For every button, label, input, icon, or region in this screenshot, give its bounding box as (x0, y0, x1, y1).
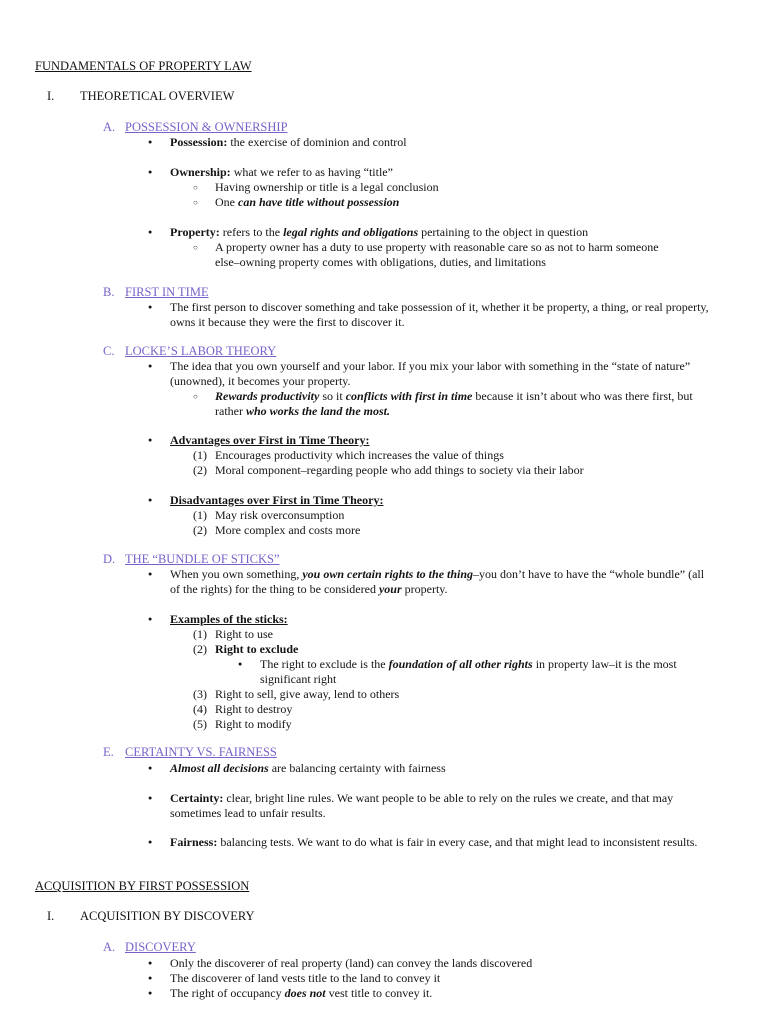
text: pertaining to the object in question (418, 225, 589, 239)
item-text: May risk overconsumption (215, 508, 345, 522)
emphasis: Almost all decisions (170, 761, 269, 775)
text: because it isn’t about who was there first, but (472, 389, 693, 403)
item-number: (3) (193, 687, 207, 701)
item-number: (5) (193, 717, 207, 731)
roman-numeral: I. (47, 909, 55, 923)
numbered-item (193, 702, 292, 717)
bullet-icon (148, 986, 170, 1003)
subsection-title: POSSESSION & OWNERSHIP (125, 120, 288, 134)
text: The idea that you own yourself and your labor. If you mix your labor with something in the “state of nature” (170, 359, 691, 373)
text: Having ownership or title is a legal conclusion (215, 180, 439, 194)
circle-bullet-icon (193, 240, 215, 256)
subsection-letter: E. (103, 745, 114, 759)
subsection-title: CERTAINTY VS. FAIRNESS (125, 745, 277, 759)
numbered-item (193, 642, 298, 657)
bullet-fairness (148, 835, 697, 852)
emphasis: can have title without possession (238, 195, 400, 209)
numbered-item (193, 523, 360, 538)
text: The right to exclude is the (260, 657, 389, 671)
item-text: Right to exclude (215, 642, 299, 656)
bullet-discovery-3 (148, 986, 432, 1003)
bullet-continuation: (unowned), it becomes your property. (170, 374, 351, 388)
bullet-continuation (170, 582, 448, 597)
term: Certainty: (170, 791, 224, 805)
bullet-icon (148, 433, 170, 450)
page-title: FUNDAMENTALS OF PROPERTY LAW (35, 59, 252, 73)
list-heading: Disadvantages over First in Time Theory: (170, 493, 384, 507)
item-text: Right to sell, give away, lend to others (215, 687, 400, 701)
subsection-heading-bundle (103, 552, 280, 567)
item-number: (2) (193, 523, 207, 537)
text: The discoverer of land vests title to the land to convey it (170, 971, 441, 985)
text: so it (319, 389, 346, 403)
subsection-letter: A. (103, 120, 116, 134)
subsection-title: THE “BUNDLE OF STICKS” (125, 552, 280, 566)
text: The first person to discover something and take possession of it, whether it be property, a thing, or real property, (170, 300, 709, 314)
text: refers to the (219, 225, 284, 239)
subsection-title: LOCKE’S LABOR THEORY (125, 344, 277, 358)
roman-numeral: I. (47, 89, 55, 103)
item-number: (1) (193, 448, 207, 462)
emphasis: who works the land the most. (245, 404, 391, 418)
emphasis: legal rights and obligations (283, 225, 419, 239)
emphasis: foundation of all other rights (388, 657, 533, 671)
emphasis: conflicts with first in time (345, 389, 473, 403)
bullet-icon (148, 612, 170, 629)
section-title: ACQUISITION BY DISCOVERY (80, 909, 255, 923)
list-heading: Advantages over First in Time Theory: (170, 433, 370, 447)
sub-bullet (193, 180, 439, 196)
item-number: (2) (193, 642, 207, 656)
bullet-icon (148, 359, 170, 376)
text: property. (401, 582, 448, 596)
subsection-title: FIRST IN TIME (125, 285, 209, 299)
text: vest title to convey it. (325, 986, 433, 1000)
bullet-continuation: sometimes lead to unfair results. (170, 806, 326, 820)
bullet-icon (148, 835, 170, 852)
subsection-title: DISCOVERY (125, 940, 196, 954)
bullet-almost-all (148, 761, 446, 778)
text: are balancing certainty with fairness (268, 761, 446, 775)
item-text: Moral component–regarding people who add things to society via their labor (215, 463, 584, 477)
section-heading-theoretical (47, 89, 235, 104)
sub-bullet-continuation: else–owning property comes with obligations, duties, and limitations (215, 255, 546, 269)
circle-bullet-icon (193, 195, 215, 211)
emphasis: does not (284, 986, 326, 1000)
item-text: Encourages productivity which increases the value of things (215, 448, 504, 462)
bullet-icon (148, 791, 170, 808)
item-text: More complex and costs more (215, 523, 361, 537)
chapter-heading: ACQUISITION BY FIRST POSSESSION (35, 879, 250, 893)
subsection-letter: A. (103, 940, 116, 954)
bullet-icon (148, 135, 170, 152)
bullet-possession (148, 135, 407, 152)
term: Ownership: (170, 165, 231, 179)
bullet-continuation: owns it because they were the first to discover it. (170, 315, 405, 329)
bullet-icon (148, 300, 170, 317)
item-number: (1) (193, 508, 207, 522)
sub-bullet (193, 240, 659, 256)
circle-bullet-icon (193, 389, 215, 405)
numbered-item (193, 463, 584, 478)
text: rather (215, 404, 246, 418)
item-text: Right to destroy (215, 702, 293, 716)
numbered-item (193, 508, 344, 523)
bullet-icon (238, 657, 260, 674)
subsection-heading-discovery (103, 940, 196, 955)
subsection-heading-certainty (103, 745, 277, 760)
circle-bullet-icon (193, 180, 215, 196)
definition: clear, bright line rules. We want people to be able to rely on the rules we create, and that may (223, 791, 674, 805)
subsection-heading-locke (103, 344, 277, 359)
item-number: (4) (193, 702, 207, 716)
text: Only the discoverer of real property (land) can convey the lands discovered (170, 956, 533, 970)
sub-bullet-continuation (215, 404, 390, 419)
text: When you own something, (170, 567, 303, 581)
text: –you don’t have to have the “whole bundle” (all (473, 567, 705, 581)
sub-bullet (193, 195, 399, 211)
item-number: (1) (193, 627, 207, 641)
section-title: THEORETICAL OVERVIEW (80, 89, 235, 103)
term: Possession: (170, 135, 228, 149)
term: Fairness: (170, 835, 218, 849)
subsection-letter: B. (103, 285, 115, 299)
text: in property law–it is the most (532, 657, 677, 671)
subsection-heading-first-in-time (103, 285, 209, 300)
emphasis: you own certain rights to the thing (302, 567, 474, 581)
definition: balancing tests. We want to do what is fair in every case, and that might lead to inconsistent results. (217, 835, 698, 849)
subsection-letter: D. (103, 552, 116, 566)
item-text: Right to use (215, 627, 274, 641)
bullet-icon (148, 567, 170, 584)
text: of the rights) for the thing to be considered (170, 582, 379, 596)
term: Property: (170, 225, 220, 239)
bullet-icon (148, 225, 170, 242)
bullet-icon (148, 761, 170, 778)
list-heading: Examples of the sticks: (170, 612, 288, 626)
definition: the exercise of dominion and control (227, 135, 407, 149)
text: The right of occupancy (170, 986, 285, 1000)
definition: what we refer to as having “title” (230, 165, 393, 179)
subsection-heading-possession (103, 120, 288, 135)
subsection-letter: C. (103, 344, 115, 358)
sub-bullet (193, 389, 693, 405)
nested-bullet-continuation: significant right (260, 672, 337, 686)
item-number: (2) (193, 463, 207, 477)
text: A property owner has a duty to use property with reasonable care so as not to harm someone (215, 240, 659, 254)
emphasis: your (378, 582, 402, 596)
emphasis: Rewards productivity (215, 389, 320, 403)
numbered-item (193, 717, 292, 732)
bullet-icon (148, 493, 170, 510)
numbered-item (193, 448, 504, 463)
section-heading-discovery (47, 909, 255, 924)
bullet-icon (148, 165, 170, 182)
item-text: Right to modify (215, 717, 292, 731)
text: One (215, 195, 238, 209)
numbered-item (193, 627, 273, 642)
numbered-item (193, 687, 399, 702)
